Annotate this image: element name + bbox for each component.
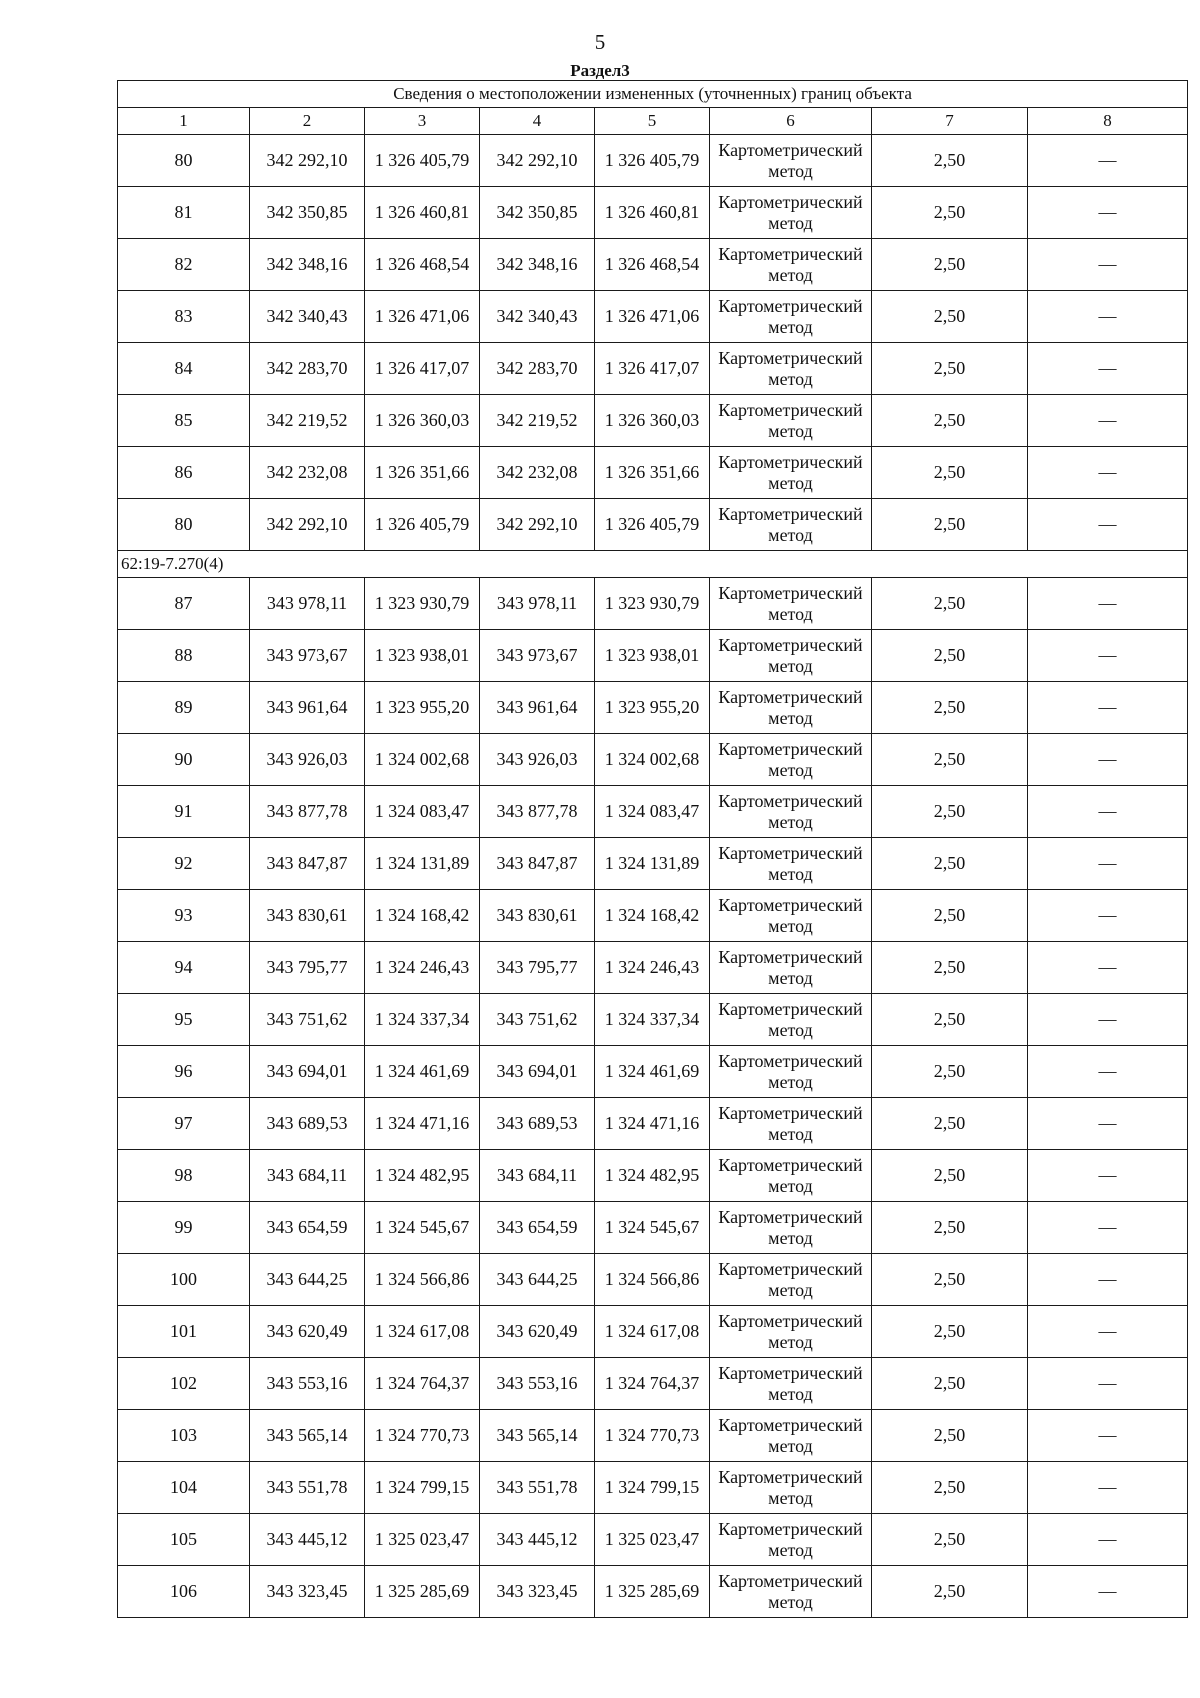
method-cell: Картометрический метод (710, 135, 872, 187)
method-cell: Картометрический метод (710, 1046, 872, 1098)
x-existing-cell: 343 926,03 (250, 734, 365, 786)
note-cell: — (1028, 291, 1188, 343)
point-number-cell: 83 (118, 291, 250, 343)
method-cell: Картометрический метод (710, 447, 872, 499)
accuracy-cell: 2,50 (872, 395, 1028, 447)
y-existing-cell: 1 324 764,37 (365, 1358, 480, 1410)
x-existing-cell: 342 292,10 (250, 135, 365, 187)
y-new-cell: 1 323 930,79 (595, 578, 710, 630)
y-new-cell: 1 326 351,66 (595, 447, 710, 499)
x-new-cell: 343 689,53 (480, 1098, 595, 1150)
x-existing-cell: 343 644,25 (250, 1254, 365, 1306)
method-cell: Картометрический метод (710, 630, 872, 682)
y-existing-cell: 1 324 770,73 (365, 1410, 480, 1462)
note-cell: — (1028, 682, 1188, 734)
accuracy-cell: 2,50 (872, 1462, 1028, 1514)
accuracy-cell: 2,50 (872, 187, 1028, 239)
y-new-cell: 1 325 023,47 (595, 1514, 710, 1566)
table-row (118, 994, 1188, 1046)
group-label-row (118, 551, 1188, 578)
note-cell: — (1028, 838, 1188, 890)
point-number-cell: 89 (118, 682, 250, 734)
method-cell: Картометрический метод (710, 187, 872, 239)
x-new-cell: 343 654,59 (480, 1202, 595, 1254)
note-cell: — (1028, 239, 1188, 291)
column-header: 8 (1028, 108, 1188, 135)
y-existing-cell: 1 326 417,07 (365, 343, 480, 395)
x-new-cell: 342 350,85 (480, 187, 595, 239)
point-number-cell: 97 (118, 1098, 250, 1150)
x-existing-cell: 343 830,61 (250, 890, 365, 942)
accuracy-cell: 2,50 (872, 890, 1028, 942)
point-number-cell: 94 (118, 942, 250, 994)
y-new-cell: 1 324 471,16 (595, 1098, 710, 1150)
accuracy-cell: 2,50 (872, 291, 1028, 343)
y-existing-cell: 1 324 545,67 (365, 1202, 480, 1254)
note-cell: — (1028, 135, 1188, 187)
y-new-cell: 1 324 545,67 (595, 1202, 710, 1254)
point-number-cell: 87 (118, 578, 250, 630)
column-header: 1 (118, 108, 250, 135)
y-existing-cell: 1 324 799,15 (365, 1462, 480, 1514)
y-existing-cell: 1 324 461,69 (365, 1046, 480, 1098)
point-number-cell: 88 (118, 630, 250, 682)
y-new-cell: 1 324 002,68 (595, 734, 710, 786)
note-cell: — (1028, 343, 1188, 395)
y-existing-cell: 1 326 360,03 (365, 395, 480, 447)
y-new-cell: 1 323 938,01 (595, 630, 710, 682)
y-new-cell: 1 324 246,43 (595, 942, 710, 994)
y-existing-cell: 1 324 337,34 (365, 994, 480, 1046)
x-new-cell: 343 926,03 (480, 734, 595, 786)
point-number-cell: 82 (118, 239, 250, 291)
x-existing-cell: 343 689,53 (250, 1098, 365, 1150)
table-row (118, 578, 1188, 630)
x-existing-cell: 343 551,78 (250, 1462, 365, 1514)
x-existing-cell: 343 565,14 (250, 1410, 365, 1462)
y-new-cell: 1 324 566,86 (595, 1254, 710, 1306)
y-existing-cell: 1 326 460,81 (365, 187, 480, 239)
table-row (118, 187, 1188, 239)
note-cell: — (1028, 578, 1188, 630)
table-row (118, 395, 1188, 447)
table-row (118, 1566, 1188, 1618)
method-cell: Картометрический метод (710, 1410, 872, 1462)
method-cell: Картометрический метод (710, 1306, 872, 1358)
x-new-cell: 343 445,12 (480, 1514, 595, 1566)
x-new-cell: 343 323,45 (480, 1566, 595, 1618)
column-header: 7 (872, 108, 1028, 135)
x-new-cell: 342 340,43 (480, 291, 595, 343)
table-row (118, 1306, 1188, 1358)
accuracy-cell: 2,50 (872, 838, 1028, 890)
x-new-cell: 343 847,87 (480, 838, 595, 890)
table-row (118, 291, 1188, 343)
y-existing-cell: 1 325 285,69 (365, 1566, 480, 1618)
method-cell: Картометрический метод (710, 1098, 872, 1150)
method-cell: Картометрический метод (710, 942, 872, 994)
table-row (118, 1202, 1188, 1254)
y-existing-cell: 1 324 168,42 (365, 890, 480, 942)
y-existing-cell: 1 324 131,89 (365, 838, 480, 890)
x-new-cell: 343 877,78 (480, 786, 595, 838)
table-row (118, 1098, 1188, 1150)
table-row (118, 734, 1188, 786)
x-existing-cell: 342 350,85 (250, 187, 365, 239)
point-number-cell: 103 (118, 1410, 250, 1462)
accuracy-cell: 2,50 (872, 239, 1028, 291)
x-new-cell: 343 751,62 (480, 994, 595, 1046)
accuracy-cell: 2,50 (872, 1150, 1028, 1202)
method-cell: Картометрический метод (710, 786, 872, 838)
y-existing-cell: 1 324 482,95 (365, 1150, 480, 1202)
method-cell: Картометрический метод (710, 1150, 872, 1202)
note-cell: — (1028, 942, 1188, 994)
note-cell: — (1028, 786, 1188, 838)
accuracy-cell: 2,50 (872, 447, 1028, 499)
note-cell: — (1028, 1566, 1188, 1618)
method-cell: Картометрический метод (710, 239, 872, 291)
point-number-cell: 91 (118, 786, 250, 838)
y-new-cell: 1 326 471,06 (595, 291, 710, 343)
point-number-cell: 85 (118, 395, 250, 447)
y-new-cell: 1 323 955,20 (595, 682, 710, 734)
x-new-cell: 343 553,16 (480, 1358, 595, 1410)
table-row (118, 499, 1188, 551)
y-new-cell: 1 324 770,73 (595, 1410, 710, 1462)
accuracy-cell: 2,50 (872, 1098, 1028, 1150)
x-new-cell: 343 978,11 (480, 578, 595, 630)
x-new-cell: 343 565,14 (480, 1410, 595, 1462)
x-existing-cell: 342 348,16 (250, 239, 365, 291)
accuracy-cell: 2,50 (872, 1046, 1028, 1098)
x-existing-cell: 343 877,78 (250, 786, 365, 838)
table-row (118, 1150, 1188, 1202)
table-row (118, 1046, 1188, 1098)
point-number-cell: 92 (118, 838, 250, 890)
accuracy-cell: 2,50 (872, 499, 1028, 551)
y-new-cell: 1 324 617,08 (595, 1306, 710, 1358)
method-cell: Картометрический метод (710, 499, 872, 551)
x-new-cell: 343 830,61 (480, 890, 595, 942)
x-new-cell: 343 684,11 (480, 1150, 595, 1202)
y-existing-cell: 1 326 471,06 (365, 291, 480, 343)
note-cell: — (1028, 734, 1188, 786)
y-new-cell: 1 326 468,54 (595, 239, 710, 291)
y-existing-cell: 1 326 351,66 (365, 447, 480, 499)
y-new-cell: 1 324 799,15 (595, 1462, 710, 1514)
accuracy-cell: 2,50 (872, 343, 1028, 395)
method-cell: Картометрический метод (710, 1358, 872, 1410)
x-new-cell: 343 620,49 (480, 1306, 595, 1358)
x-existing-cell: 343 961,64 (250, 682, 365, 734)
y-new-cell: 1 326 405,79 (595, 135, 710, 187)
table-row (118, 682, 1188, 734)
column-header: 6 (710, 108, 872, 135)
column-header: 5 (595, 108, 710, 135)
x-new-cell: 343 973,67 (480, 630, 595, 682)
note-cell: — (1028, 1514, 1188, 1566)
x-existing-cell: 343 684,11 (250, 1150, 365, 1202)
table-row (118, 838, 1188, 890)
x-new-cell: 342 348,16 (480, 239, 595, 291)
x-new-cell: 343 961,64 (480, 682, 595, 734)
point-number-cell: 105 (118, 1514, 250, 1566)
x-new-cell: 342 219,52 (480, 395, 595, 447)
y-new-cell: 1 326 360,03 (595, 395, 710, 447)
accuracy-cell: 2,50 (872, 1202, 1028, 1254)
accuracy-cell: 2,50 (872, 1254, 1028, 1306)
note-cell: — (1028, 1462, 1188, 1514)
y-existing-cell: 1 323 938,01 (365, 630, 480, 682)
method-cell: Картометрический метод (710, 1514, 872, 1566)
table-row (118, 1410, 1188, 1462)
method-cell: Картометрический метод (710, 682, 872, 734)
y-existing-cell: 1 324 083,47 (365, 786, 480, 838)
table-row (118, 1514, 1188, 1566)
table-row (118, 239, 1188, 291)
y-existing-cell: 1 324 246,43 (365, 942, 480, 994)
x-existing-cell: 342 232,08 (250, 447, 365, 499)
table-row (118, 1462, 1188, 1514)
x-new-cell: 342 283,70 (480, 343, 595, 395)
note-cell: — (1028, 1150, 1188, 1202)
method-cell: Картометрический метод (710, 578, 872, 630)
note-cell: — (1028, 994, 1188, 1046)
x-existing-cell: 342 292,10 (250, 499, 365, 551)
y-new-cell: 1 324 131,89 (595, 838, 710, 890)
table-row (118, 447, 1188, 499)
column-header: 3 (365, 108, 480, 135)
note-cell: — (1028, 1358, 1188, 1410)
column-header: 2 (250, 108, 365, 135)
method-cell: Картометрический метод (710, 291, 872, 343)
note-cell: — (1028, 1046, 1188, 1098)
method-cell: Картометрический метод (710, 1566, 872, 1618)
x-existing-cell: 343 620,49 (250, 1306, 365, 1358)
x-existing-cell: 343 847,87 (250, 838, 365, 890)
accuracy-cell: 2,50 (872, 994, 1028, 1046)
x-existing-cell: 343 795,77 (250, 942, 365, 994)
accuracy-cell: 2,50 (872, 942, 1028, 994)
table-caption: Сведения о местоположении измененных (уточненных) границ объекта (118, 81, 1188, 108)
note-cell: — (1028, 447, 1188, 499)
y-existing-cell: 1 323 930,79 (365, 578, 480, 630)
point-number-cell: 90 (118, 734, 250, 786)
x-existing-cell: 343 694,01 (250, 1046, 365, 1098)
x-existing-cell: 343 973,67 (250, 630, 365, 682)
point-number-cell: 86 (118, 447, 250, 499)
point-number-cell: 104 (118, 1462, 250, 1514)
accuracy-cell: 2,50 (872, 682, 1028, 734)
accuracy-cell: 2,50 (872, 734, 1028, 786)
boundary-coordinates-table (117, 80, 1188, 1618)
y-existing-cell: 1 326 468,54 (365, 239, 480, 291)
y-new-cell: 1 324 764,37 (595, 1358, 710, 1410)
y-existing-cell: 1 324 002,68 (365, 734, 480, 786)
note-cell: — (1028, 630, 1188, 682)
method-cell: Картометрический метод (710, 734, 872, 786)
y-new-cell: 1 324 482,95 (595, 1150, 710, 1202)
table-row (118, 1358, 1188, 1410)
y-existing-cell: 1 325 023,47 (365, 1514, 480, 1566)
method-cell: Картометрический метод (710, 838, 872, 890)
y-new-cell: 1 326 405,79 (595, 499, 710, 551)
accuracy-cell: 2,50 (872, 578, 1028, 630)
method-cell: Картометрический метод (710, 994, 872, 1046)
column-number-row (118, 108, 1188, 135)
point-number-cell: 96 (118, 1046, 250, 1098)
table-row (118, 786, 1188, 838)
y-new-cell: 1 324 083,47 (595, 786, 710, 838)
accuracy-cell: 2,50 (872, 1410, 1028, 1462)
y-existing-cell: 1 326 405,79 (365, 135, 480, 187)
x-new-cell: 342 292,10 (480, 135, 595, 187)
y-new-cell: 1 326 460,81 (595, 187, 710, 239)
point-number-cell: 95 (118, 994, 250, 1046)
table-row (118, 942, 1188, 994)
note-cell: — (1028, 1254, 1188, 1306)
table-row (118, 890, 1188, 942)
group-label: 62:19-7.270(4) (118, 551, 1188, 578)
y-new-cell: 1 324 337,34 (595, 994, 710, 1046)
x-existing-cell: 343 654,59 (250, 1202, 365, 1254)
x-new-cell: 343 551,78 (480, 1462, 595, 1514)
y-existing-cell: 1 324 566,86 (365, 1254, 480, 1306)
table-row (118, 135, 1188, 187)
y-new-cell: 1 324 461,69 (595, 1046, 710, 1098)
x-existing-cell: 343 751,62 (250, 994, 365, 1046)
note-cell: — (1028, 1410, 1188, 1462)
x-existing-cell: 342 219,52 (250, 395, 365, 447)
note-cell: — (1028, 187, 1188, 239)
point-number-cell: 80 (118, 135, 250, 187)
accuracy-cell: 2,50 (872, 1514, 1028, 1566)
point-number-cell: 101 (118, 1306, 250, 1358)
section-title: Раздел3 (570, 61, 630, 80)
x-new-cell: 343 694,01 (480, 1046, 595, 1098)
note-cell: — (1028, 395, 1188, 447)
method-cell: Картометрический метод (710, 890, 872, 942)
page-number: 5 (594, 30, 606, 54)
x-existing-cell: 343 978,11 (250, 578, 365, 630)
y-existing-cell: 1 324 617,08 (365, 1306, 480, 1358)
table-row (118, 343, 1188, 395)
x-existing-cell: 343 553,16 (250, 1358, 365, 1410)
method-cell: Картометрический метод (710, 1462, 872, 1514)
x-existing-cell: 343 323,45 (250, 1566, 365, 1618)
method-cell: Картометрический метод (710, 1254, 872, 1306)
point-number-cell: 93 (118, 890, 250, 942)
y-new-cell: 1 326 417,07 (595, 343, 710, 395)
point-number-cell: 84 (118, 343, 250, 395)
accuracy-cell: 2,50 (872, 135, 1028, 187)
x-existing-cell: 342 283,70 (250, 343, 365, 395)
note-cell: — (1028, 1202, 1188, 1254)
point-number-cell: 106 (118, 1566, 250, 1618)
point-number-cell: 100 (118, 1254, 250, 1306)
method-cell: Картометрический метод (710, 395, 872, 447)
point-number-cell: 81 (118, 187, 250, 239)
y-existing-cell: 1 323 955,20 (365, 682, 480, 734)
note-cell: — (1028, 499, 1188, 551)
note-cell: — (1028, 1306, 1188, 1358)
note-cell: — (1028, 1098, 1188, 1150)
y-new-cell: 1 325 285,69 (595, 1566, 710, 1618)
accuracy-cell: 2,50 (872, 1566, 1028, 1618)
accuracy-cell: 2,50 (872, 630, 1028, 682)
table-body (118, 135, 1188, 1618)
point-number-cell: 102 (118, 1358, 250, 1410)
x-new-cell: 343 795,77 (480, 942, 595, 994)
y-new-cell: 1 324 168,42 (595, 890, 710, 942)
table-row (118, 630, 1188, 682)
point-number-cell: 99 (118, 1202, 250, 1254)
point-number-cell: 98 (118, 1150, 250, 1202)
column-header: 4 (480, 108, 595, 135)
x-existing-cell: 342 340,43 (250, 291, 365, 343)
x-new-cell: 342 232,08 (480, 447, 595, 499)
accuracy-cell: 2,50 (872, 1358, 1028, 1410)
accuracy-cell: 2,50 (872, 1306, 1028, 1358)
note-cell: — (1028, 890, 1188, 942)
y-existing-cell: 1 324 471,16 (365, 1098, 480, 1150)
x-existing-cell: 343 445,12 (250, 1514, 365, 1566)
x-new-cell: 342 292,10 (480, 499, 595, 551)
accuracy-cell: 2,50 (872, 786, 1028, 838)
y-existing-cell: 1 326 405,79 (365, 499, 480, 551)
table-row (118, 1254, 1188, 1306)
method-cell: Картометрический метод (710, 343, 872, 395)
method-cell: Картометрический метод (710, 1202, 872, 1254)
x-new-cell: 343 644,25 (480, 1254, 595, 1306)
point-number-cell: 80 (118, 499, 250, 551)
